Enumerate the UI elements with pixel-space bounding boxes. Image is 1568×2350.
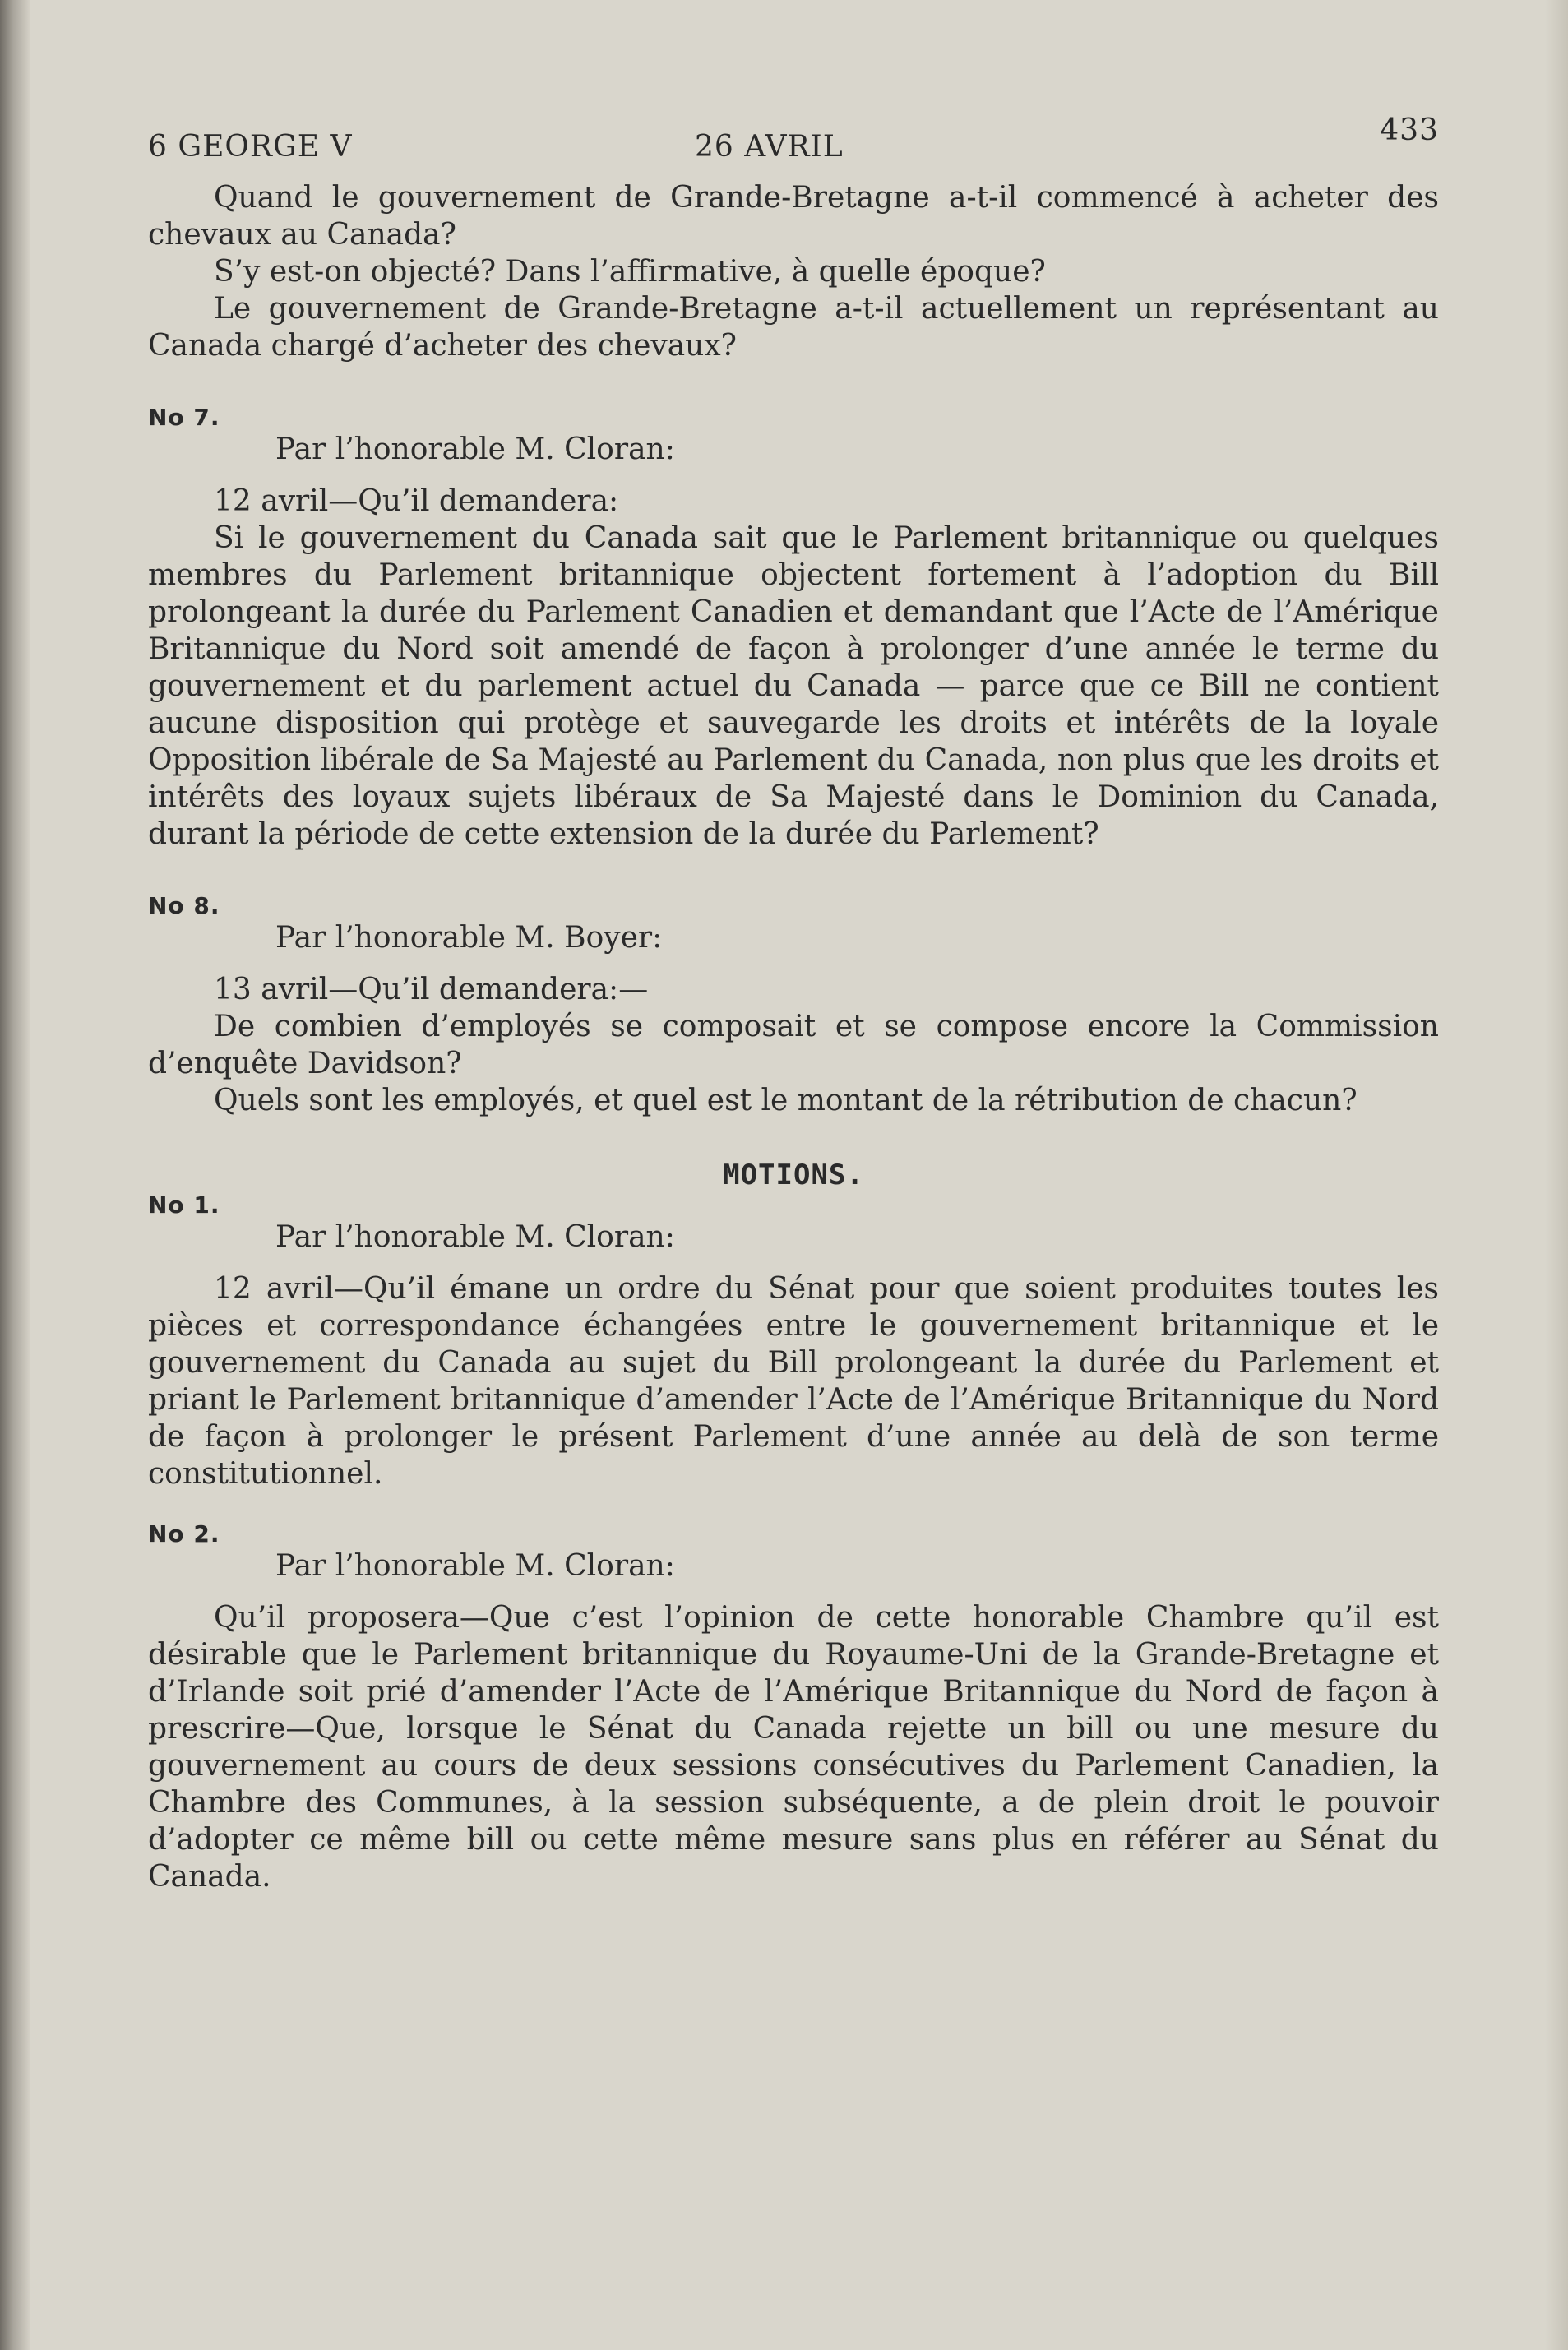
question-7-date: 12 avril—Qu’il demandera: bbox=[214, 484, 619, 518]
header-regnal-year: 6 GEORGE V bbox=[148, 130, 353, 164]
question-7-number: No 7. bbox=[148, 404, 220, 431]
motion-2-number: No 2. bbox=[148, 1520, 220, 1547]
page-edge bbox=[1545, 0, 1568, 2350]
motion-1-number: No 1. bbox=[148, 1191, 220, 1219]
question-8-text-1: De combien d’employés se composait et se compose encore la Commission d’enquête Davidson? bbox=[148, 1010, 1439, 1080]
question-6-part-1: Quand le gouvernement de Grande-Bretagne a-t-il commencé à acheter des chevaux au Canada? bbox=[148, 181, 1439, 252]
question-8-text-2: Quels sont les employés, et quel est le montant de la rétribution de chacun? bbox=[214, 1084, 1358, 1117]
page-number: 433 bbox=[1380, 113, 1439, 147]
header-date: 26 AVRIL bbox=[695, 130, 844, 164]
question-8-author: Par l’honorable M. Boyer: bbox=[275, 921, 663, 955]
motion-1-text: 12 avril—Qu’il émane un ordre du Sénat pour que soient produites toutes les pièces et correspondance échangées entre le gouvernement britannique et le gouvernement du Canada au sujet du Bill prolongeant la durée du Parlement et priant le Parlement britannique d’amender l’Acte de l’Amérique Britannique du Nord de façon à prolonger le présent Parlement d’une année au delà de son terme constitutionnel. bbox=[148, 1272, 1439, 1491]
question-6-part-3: Le gouvernement de Grande-Bretagne a-t-il actuellement un représentant au Canada chargé d’acheter des chevaux? bbox=[148, 292, 1439, 363]
running-header bbox=[148, 107, 1439, 164]
motion-1-author: Par l’honorable M. Cloran: bbox=[275, 1220, 675, 1254]
question-8-number: No 8. bbox=[148, 892, 220, 919]
motion-2-author: Par l’honorable M. Cloran: bbox=[275, 1549, 675, 1583]
binding-shadow bbox=[0, 0, 30, 2350]
document-page bbox=[148, 107, 1439, 1895]
motions-heading: MOTIONS. bbox=[723, 1159, 864, 1191]
question-6-part-2: S’y est-on objecté? Dans l’affirmative, à quelle époque? bbox=[214, 255, 1046, 289]
question-7-text: Si le gouvernement du Canada sait que le Parlement britannique ou quelques membres du Parlement britannique objectent fortement à l’adoption du Bill prolongeant la durée du Parlement Canadien et demandant que l’Acte de l’Amérique Britannique du Nord soit amendé de façon à prolonger d’une année le terme du gouvernement et du parlement actuel du Canada — parce que ce Bill ne contient aucune disposition qui protège et sauvegarde les droits et intérêts de la loyale Opposition libérale de Sa Majesté au Parlement du Canada, non plus que les droits et intérêts des loyaux sujets libéraux de Sa Majesté dans le Dominion du Canada, durant la période de cette extension de la durée du Parlement? bbox=[148, 521, 1439, 851]
question-7-author: Par l’honorable M. Cloran: bbox=[275, 433, 675, 466]
question-8-date: 13 avril—Qu’il demandera:— bbox=[214, 973, 649, 1006]
motion-2-text: Qu’il proposera—Que c’est l’opinion de cette honorable Chambre qu’il est désirable que le Parlement britannique du Royaume-Uni de la Grande-Bretagne et d’Irlande soit prié d’amender l’Acte de l’Amérique Britannique du Nord de façon à prescrire—Que, lorsque le Sénat du Canada rejette un bill ou une mesure du gouvernement au cours de deux sessions consécutives du Parlement Canadien, la Chambre des Communes, à la session subséquente, a de plein droit le pouvoir d’adopter ce même bill ou cette même mesure sans plus en référer au Sénat du Canada. bbox=[148, 1601, 1439, 1894]
